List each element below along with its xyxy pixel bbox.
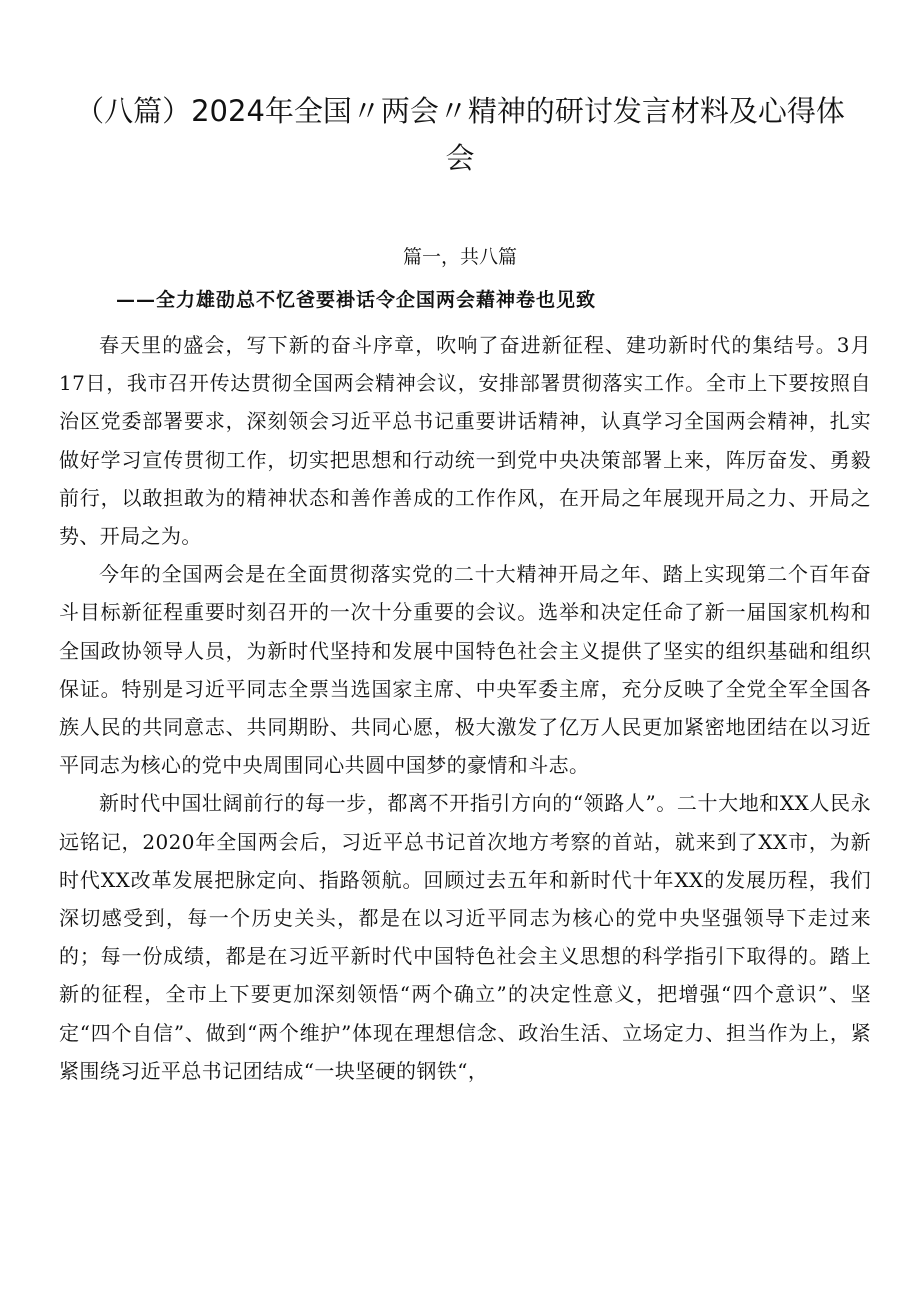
paragraph: 春天里的盛会，写下新的奋斗序章，吹响了奋进新征程、建功新时代的集结号。3月17日，我市召开传达贯彻全国两会精神会议，安排部署贯彻落实工作。全市上下要按照自治区党委部署要求，深刻领会习近平总书记重要讲话精神，认真学习全国两会精神，扎实做好学习宣传贯彻工作，切实把思想和行动统一到党中央决策部署上来，阵厉奋发、勇毅前行，以敢担敢为的精神状态和善作善成的工作作风，在开局之年展现开局之力、开局之势、开局之为。 [59, 333, 871, 549]
document-body [59, 326, 871, 1090]
paragraph: 今年的全国两会是在全面贯彻落实党的二十大精神开局之年、踏上实现第二个百年奋斗目标新征程重要时刻召开的一次十分重要的会议。选举和决定任命了新一届国家机构和全国政协领导人员，为新时代坚持和发展中国特色社会主义提供了坚实的组织基础和组织保证。特别是习近平同志全票当选国家主席、中央军委主席，充分反映了全党全军全国各族人民的共同意志、共同期盼、共同心愿，极大激发了亿万人民更加紧密地团结在以习近平同志为核心的党中央周围同心共圆中国梦的豪情和斗志。 [59, 562, 871, 778]
section-subtitle: ——全力雄劭总不忆爸要褂话令企国两会藉神卷也见致 [116, 289, 597, 311]
section-heading: 篇一，共八篇 [402, 246, 517, 268]
document-title: （八篇）2024年全国〃两会〃精神的研讨发言材料及心得体会 [75, 94, 845, 175]
paragraph: 新时代中国壮阔前行的每一步，都离不开指引方向的“领路人”。二十大地和XX人民永远铭记，2020年全国两会后，习近平总书记首次地方考察的首站，就来到了XX市，为新时代XX改革发展把脉定向、指路领航。回顾过去五年和新时代十年XX的发展历程，我们深切感受到，每一个历史关头，都是在以习近平同志为核心的党中央坚强领导下走过来的；每一份成绩，都是在习近平新时代中国特色社会主义思想的科学指引下取得的。踏上新的征程，全市上下要更加深刻领悟“两个确立”的决定性意义，把增强“四个意识”、坚定“四个自信”、做到“两个维护”体现在理想信念、政治生活、立场定力、担当作为上，紧紧围绕习近平总书记团结成“一块坚硬的钢铁“， [59, 791, 871, 1083]
